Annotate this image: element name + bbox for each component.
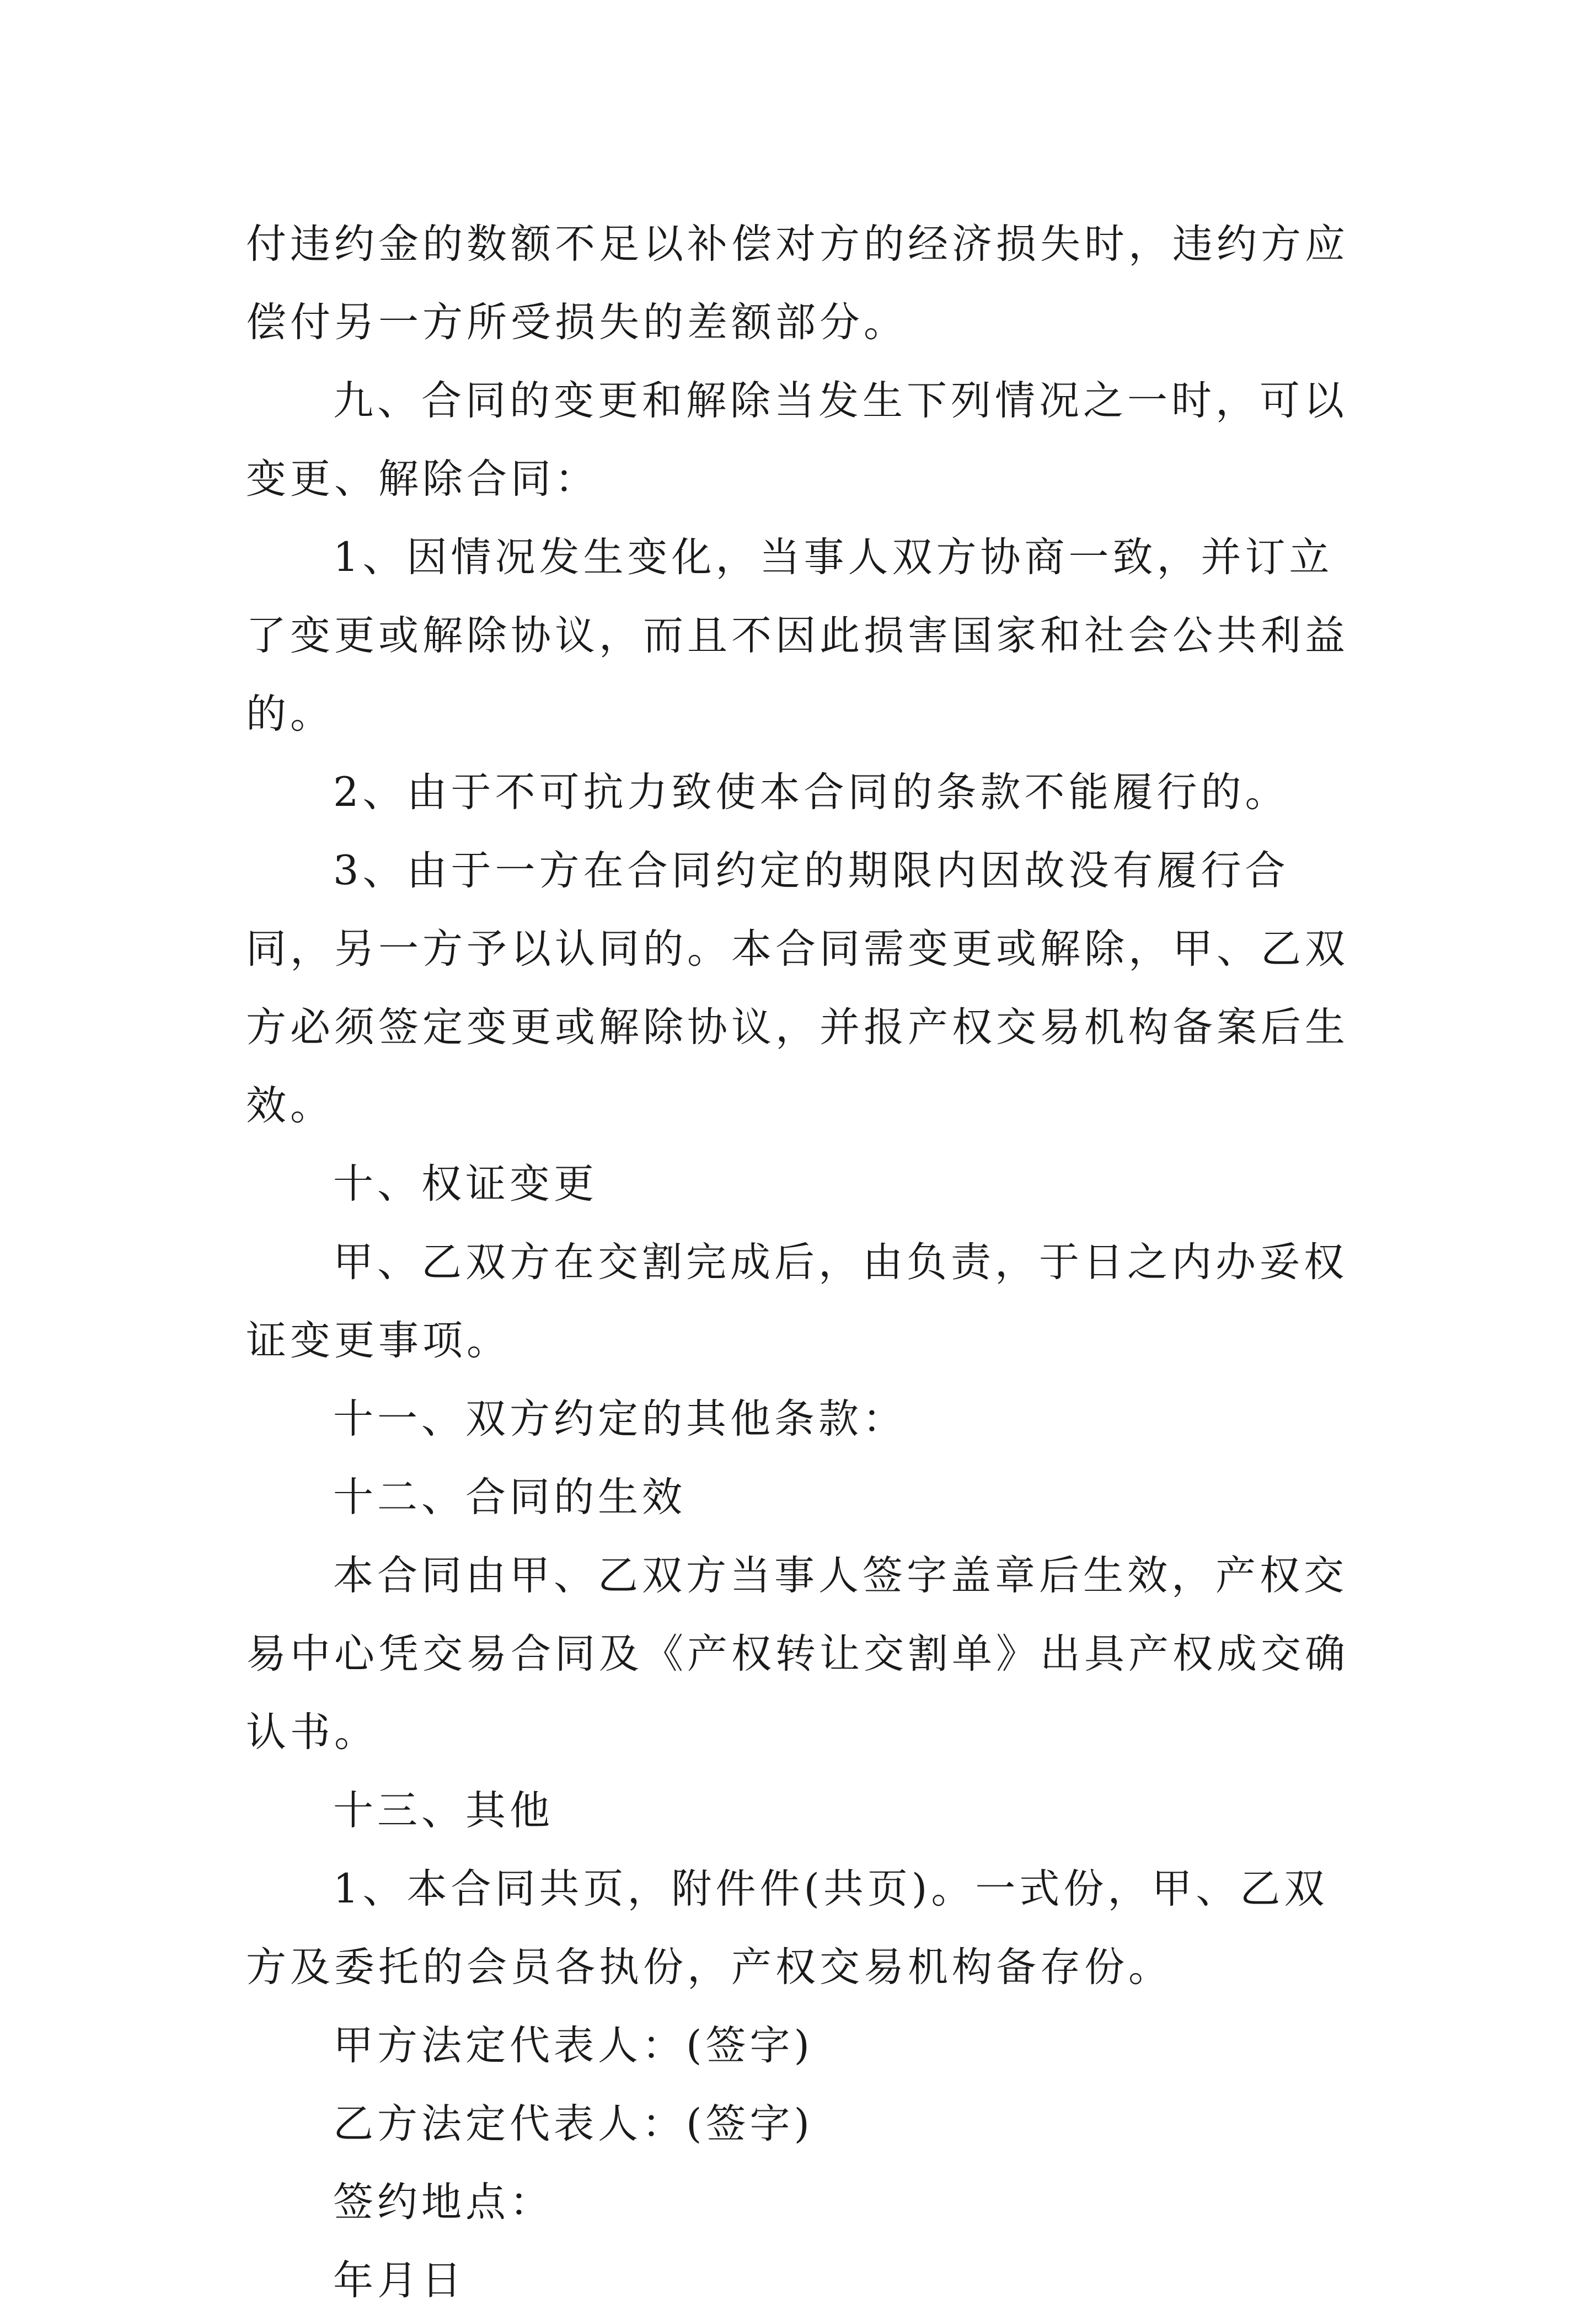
clause-9-item-1: 1、因情况发生变化，当事人双方协商一致，并订立了变更或解除协议，而且不因此损害国家和社会公共利益的。 xyxy=(246,534,1349,737)
clause-13-heading: 十三、其他 xyxy=(333,1787,554,1834)
clause-10-body: 甲、乙双方在交割完成后，由负责，于日之内办妥权证变更事项。 xyxy=(246,1239,1348,1364)
date-line: 年月日 xyxy=(333,2257,465,2304)
party-a-representative-line: 甲方法定代表人：(签字) xyxy=(333,2022,813,2069)
clause-11-heading: 十一、双方约定的其他条款： xyxy=(333,1396,907,1442)
clause-9-item-2: 2、由于不可抗力致使本合同的条款不能履行的。 xyxy=(333,769,1289,816)
party-b-representative-line: 乙方法定代表人：(签字) xyxy=(333,2100,813,2147)
clause-13-item-1: 1、本合同共页，附件件(共页)。一式份，甲、乙双方及委托的会员各执份，产权交易机构备存份。 xyxy=(246,1865,1329,1991)
document-body xyxy=(246,205,1371,2320)
paragraph-penalty-difference: 付违约金的数额不足以补偿对方的经济损失时，违约方应偿付另一方所受损失的差额部分。 xyxy=(246,221,1349,346)
clause-9-heading: 九、合同的变更和解除当发生下列情况之一时，可以变更、解除合同： xyxy=(246,377,1348,503)
clause-12-body: 本合同由甲、乙双方当事人签字盖章后生效，产权交易中心凭交易合同及《产权转让交割单》出具产权成交确认书。 xyxy=(246,1552,1349,1756)
signing-location-line: 签约地点： xyxy=(333,2179,554,2226)
clause-9-item-3: 3、由于一方在合同约定的期限内因故没有履行合同，另一方予以认同的。本合同需变更或解除，甲、乙双方必须签定变更或解除协议，并报产权交易机构备案后生效。 xyxy=(246,847,1349,1129)
clause-10-heading: 十、权证变更 xyxy=(333,1161,598,1207)
clause-12-heading: 十二、合同的生效 xyxy=(333,1474,686,1521)
